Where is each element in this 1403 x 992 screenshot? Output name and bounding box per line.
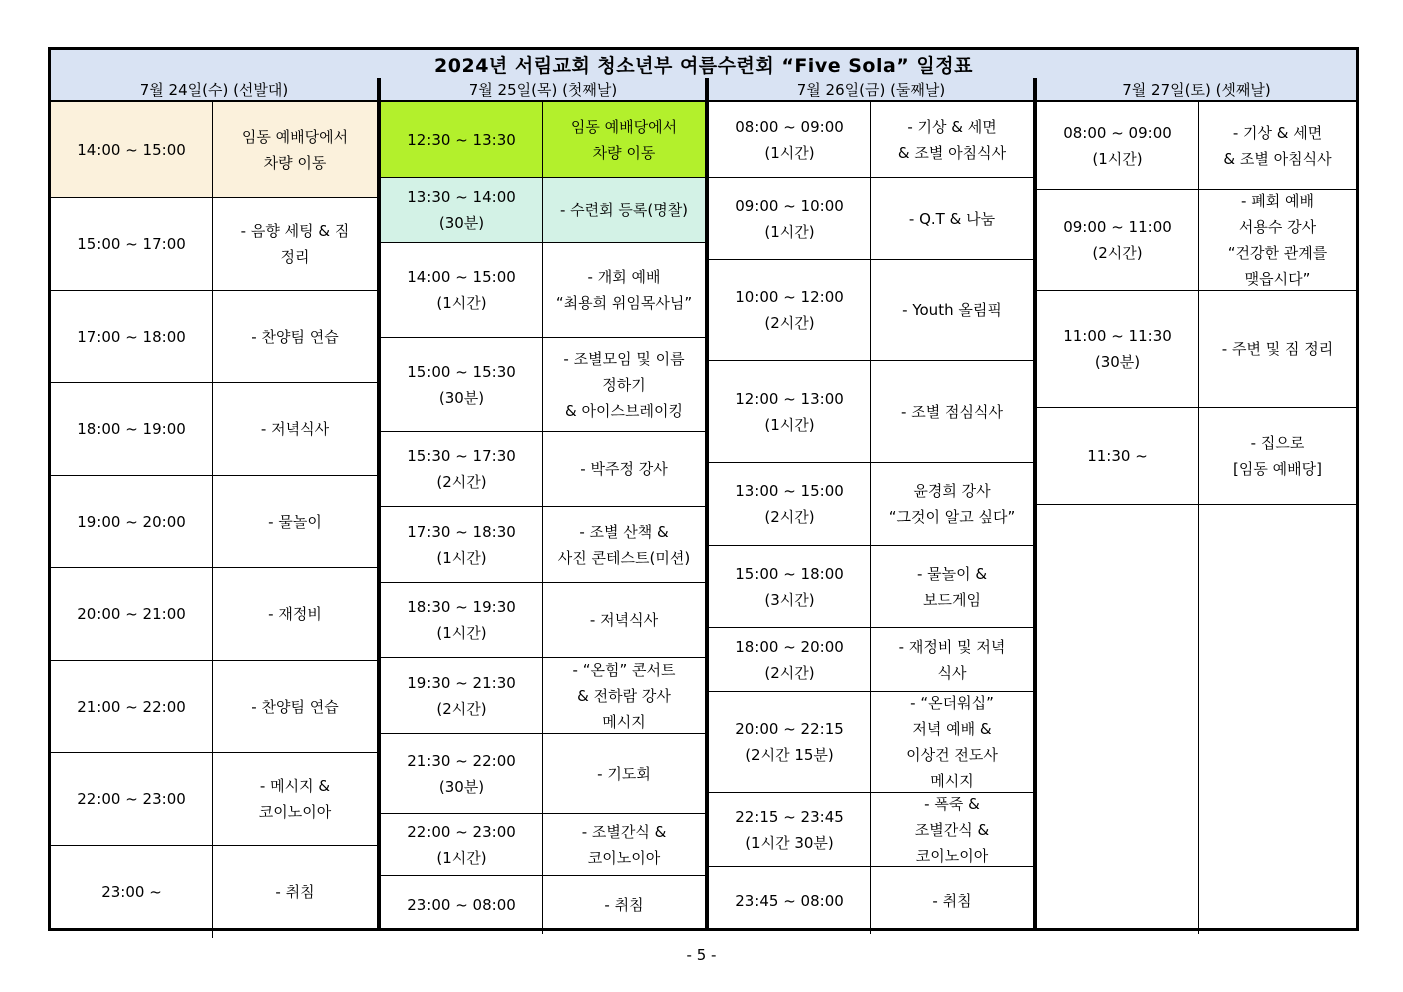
schedule-title: 2024년 서림교회 청소년부 여름수련회 “Five Sola” 일정표: [51, 50, 1356, 80]
time-cell: 18:30 ~ 19:30 (1시간): [381, 583, 543, 657]
activity-cell: - 취침: [275, 883, 315, 901]
schedule-row: [381, 876, 705, 934]
time-cell: 21:00 ~ 22:00: [51, 661, 213, 752]
time-cell: 19:30 ~ 21:30 (2시간): [381, 658, 543, 733]
schedule-row: [709, 361, 1033, 463]
schedule-row: [51, 291, 377, 383]
activity-cell: - 폐회 예배 서용수 강사 “건강한 관계를 맺읍시다”: [1227, 192, 1328, 288]
schedule-row: [381, 658, 705, 734]
schedule-row: [1037, 102, 1356, 190]
time-cell: 23:00 ~: [51, 846, 213, 938]
time-cell: 10:00 ~ 12:00 (2시간): [709, 260, 871, 360]
schedule-row: [1037, 505, 1356, 934]
schedule-row: [381, 734, 705, 814]
time-cell: 20:00 ~ 22:15 (2시간 15분): [709, 692, 871, 792]
activity-cell: - 조별간식 & 코이노이아: [581, 822, 667, 867]
activity-cell: [1199, 505, 1356, 934]
time-cell: 14:00 ~ 15:00: [51, 102, 213, 197]
schedule-row: [381, 338, 705, 432]
schedule-row: [709, 867, 1033, 934]
schedule-row: [381, 178, 705, 243]
time-cell: 18:00 ~ 19:00: [51, 383, 213, 475]
time-cell: 17:00 ~ 18:00: [51, 291, 213, 382]
time-cell: 20:00 ~ 21:00: [51, 568, 213, 660]
activity-cell: - 취침: [932, 891, 972, 910]
day-header: 7월 24일(수) (선발대): [51, 78, 377, 102]
schedule-row: [709, 102, 1033, 178]
activity-cell: - 저녁식사: [260, 420, 330, 438]
time-cell: 13:30 ~ 14:00 (30분): [381, 178, 543, 242]
time-cell: 14:00 ~ 15:00 (1시간): [381, 243, 543, 337]
activity-cell: - 재정비 및 저녁 식사: [898, 637, 1006, 682]
time-cell: 11:00 ~ 11:30 (30분): [1037, 291, 1199, 407]
schedule-row: [1037, 291, 1356, 408]
time-cell: 22:15 ~ 23:45 (1시간 30분): [709, 793, 871, 866]
activity-cell: - Youth 올림픽: [902, 301, 1002, 319]
schedule-row: [709, 463, 1033, 546]
schedule-row: [709, 793, 1033, 867]
activity-cell: 윤경희 강사 “그것이 알고 싶다”: [888, 482, 1016, 526]
activity-cell: - 기상 & 세면 & 조별 아침식사: [897, 117, 1007, 162]
activity-cell: 임동 예배당에서 차량 이동: [543, 102, 705, 177]
time-cell: 11:30 ~: [1037, 408, 1199, 504]
time-cell: 22:00 ~ 23:00: [51, 753, 213, 845]
time-cell: 18:00 ~ 20:00 (2시간): [709, 628, 871, 691]
activity-cell: - Q.T & 나눔: [908, 209, 996, 228]
time-cell: 08:00 ~ 09:00 (1시간): [1037, 102, 1199, 189]
schedule-row: [51, 661, 377, 753]
schedule-row: [51, 568, 377, 661]
time-cell: 21:30 ~ 22:00 (30분): [381, 734, 543, 813]
activity-cell: 임동 예배당에서 차량 이동: [213, 102, 377, 197]
schedule-row: [709, 692, 1033, 793]
activity-cell: - 찬양팀 연습: [251, 697, 339, 716]
time-cell: 15:00 ~ 17:00: [51, 198, 213, 290]
day-column-2: [381, 78, 705, 928]
schedule-row: [381, 583, 705, 658]
time-cell: 19:00 ~ 20:00: [51, 476, 213, 567]
day-column-3: [709, 78, 1033, 928]
activity-cell: - 수련회 등록(명찰): [543, 178, 705, 242]
activity-cell: - 찬양팀 연습: [251, 327, 339, 346]
activity-cell: - 폭죽 & 조별간식 & 코이노이아: [914, 794, 990, 865]
time-cell: 23:45 ~ 08:00: [709, 867, 871, 934]
schedule-row: [51, 198, 377, 291]
activity-cell: - 박주정 강사: [580, 460, 668, 478]
time-cell: [1037, 505, 1199, 934]
time-cell: 15:00 ~ 15:30 (30분): [381, 338, 543, 431]
day-column-4: [1037, 78, 1356, 928]
activity-cell: - 물놀이 & 보드게임: [916, 564, 988, 609]
page-number: - 5 -: [686, 946, 717, 964]
time-cell: 09:00 ~ 11:00 (2시간): [1037, 190, 1199, 290]
schedule-row: [709, 260, 1033, 361]
day-header: 7월 26일(금) (둘째날): [709, 78, 1033, 102]
day-header: 7월 27일(토) (셋째날): [1037, 78, 1356, 102]
activity-cell: - 개회 예배 “최용희 위임목사님”: [555, 268, 693, 312]
activity-cell: - 집으로 [임동 예배당]: [1233, 434, 1322, 478]
schedule-row: [381, 432, 705, 507]
schedule-row: [51, 753, 377, 846]
activity-cell: - 재정비: [268, 605, 322, 623]
time-cell: 23:00 ~ 08:00: [381, 876, 543, 934]
time-cell: 09:00 ~ 10:00 (1시간): [709, 178, 871, 259]
time-cell: 13:00 ~ 15:00 (2시간): [709, 463, 871, 545]
schedule-row: [51, 102, 377, 198]
activity-cell: - 물놀이: [268, 512, 322, 531]
schedule-row: [709, 628, 1033, 692]
time-cell: 12:30 ~ 13:30: [381, 102, 543, 177]
activity-cell: - 취침: [604, 896, 644, 914]
schedule-row: [1037, 190, 1356, 291]
activity-cell: - 조별 산책 & 사진 콘테스트(미션): [557, 522, 691, 567]
activity-cell: - 기도회: [597, 764, 651, 783]
schedule-row: [381, 102, 705, 178]
activity-cell: - “온더워십” 저녁 예배 & 이상건 전도사 메시지: [906, 694, 998, 790]
day-column-1: [51, 78, 377, 928]
time-cell: 17:30 ~ 18:30 (1시간): [381, 507, 543, 582]
activity-cell: - 조별모임 및 이름 정하기 & 아이스브레이킹: [563, 349, 685, 420]
schedule-row: [709, 178, 1033, 260]
activity-cell: - 기상 & 세면 & 조별 아침식사: [1223, 123, 1332, 168]
activity-cell: - 조별 점심식사: [901, 402, 1003, 421]
time-cell: 12:00 ~ 13:00 (1시간): [709, 361, 871, 462]
time-cell: 22:00 ~ 23:00 (1시간): [381, 814, 543, 875]
activity-cell: - “온힘” 콘서트 & 전하람 강사 메시지: [572, 660, 676, 731]
schedule-table: [48, 47, 1359, 931]
schedule-row: [51, 383, 377, 476]
time-cell: 08:00 ~ 09:00 (1시간): [709, 102, 871, 177]
activity-cell: - 음향 세팅 & 짐 정리: [240, 222, 350, 266]
time-cell: 15:30 ~ 17:30 (2시간): [381, 432, 543, 506]
schedule-row: [51, 476, 377, 568]
schedule-row: [51, 846, 377, 938]
schedule-row: [1037, 408, 1356, 505]
activity-cell: - 주변 및 짐 정리: [1221, 340, 1334, 358]
day-header: 7월 25일(목) (첫째날): [381, 78, 705, 102]
time-cell: 15:00 ~ 18:00 (3시간): [709, 546, 871, 627]
schedule-row: [381, 243, 705, 338]
activity-cell: - 메시지 & 코이노이아: [258, 777, 332, 821]
schedule-row: [381, 814, 705, 876]
schedule-row: [709, 546, 1033, 628]
schedule-row: [381, 507, 705, 583]
activity-cell: - 저녁식사: [589, 611, 659, 629]
